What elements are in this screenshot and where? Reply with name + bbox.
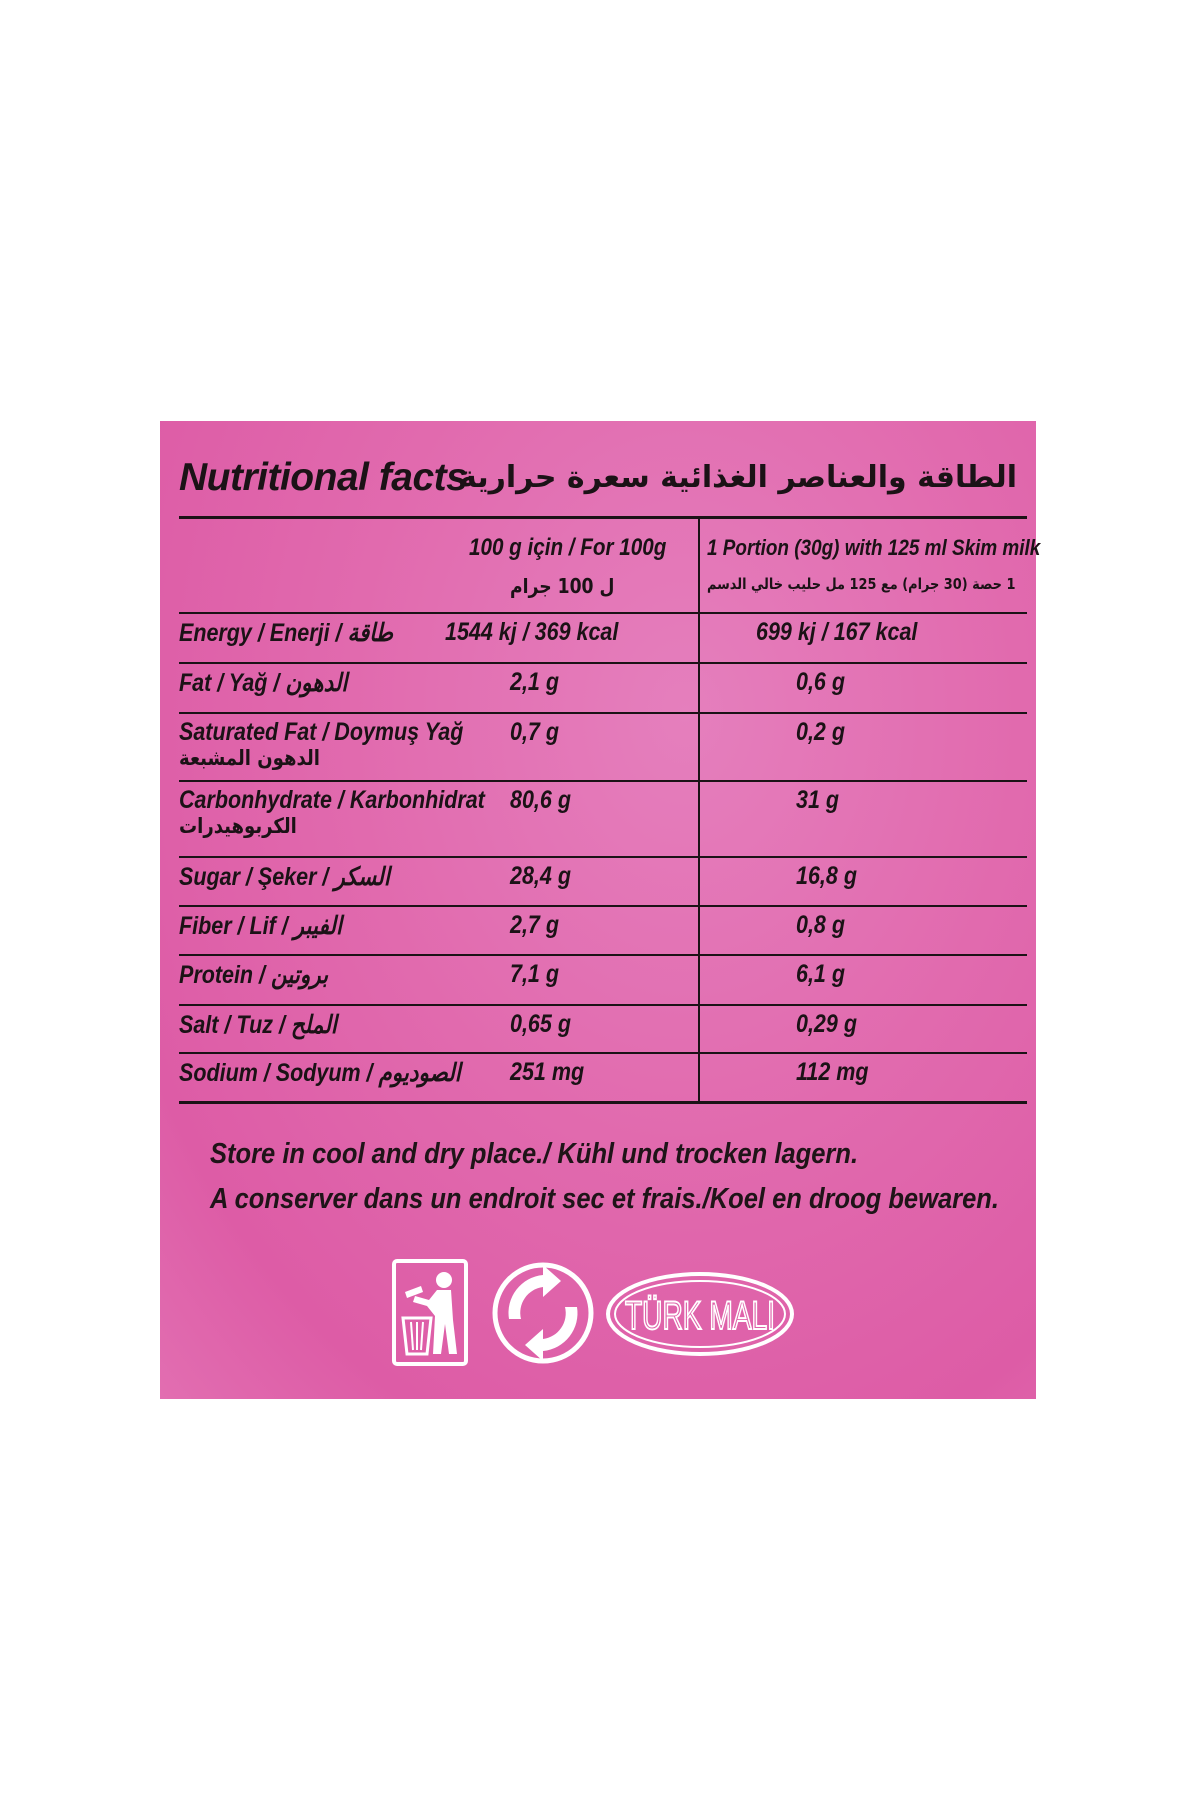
row-label-arabic: الدهون المشبعة bbox=[179, 746, 320, 770]
row-divider bbox=[179, 1004, 1027, 1006]
row-portion-value: 31 g bbox=[796, 786, 840, 814]
row-divider bbox=[179, 954, 1027, 956]
row-divider bbox=[179, 856, 1027, 858]
row-portion-value: 0,6 g bbox=[796, 668, 846, 696]
bottom-rule bbox=[179, 1101, 1027, 1104]
row-label: Sugar / Şeker / السكر bbox=[179, 863, 390, 891]
row-label: Saturated Fat / Doymuş Yağ bbox=[179, 718, 464, 746]
turk-mali-text: TÜRK MALI bbox=[625, 1294, 775, 1338]
storage-line-2: A conserver dans un endroit sec et frais./Koel en droog bewaren. bbox=[210, 1183, 999, 1215]
row-label: Protein / بروتين bbox=[179, 961, 329, 989]
row-divider bbox=[179, 1052, 1027, 1054]
row-divider bbox=[179, 780, 1027, 782]
row-per100-value: 7,1 g bbox=[510, 960, 560, 988]
row-portion-value: 6,1 g bbox=[796, 960, 846, 988]
row-portion-value: 112 mg bbox=[796, 1058, 869, 1086]
row-per100-value: 80,6 g bbox=[510, 786, 571, 814]
row-portion-value: 0,2 g bbox=[796, 718, 846, 746]
row-portion-value: 699 kj / 167 kcal bbox=[756, 618, 918, 646]
row-divider bbox=[179, 905, 1027, 907]
row-label: Salt / Tuz / الملح bbox=[179, 1011, 337, 1039]
nutrition-panel bbox=[160, 421, 1041, 1399]
row-portion-value: 0,29 g bbox=[796, 1010, 857, 1038]
header-rule bbox=[179, 516, 1027, 519]
row-portion-value: 16,8 g bbox=[796, 862, 857, 890]
row-label: Energy / Enerji / طاقة bbox=[179, 619, 393, 647]
row-per100-value: 0,65 g bbox=[510, 1010, 571, 1038]
column-divider bbox=[698, 518, 700, 1104]
row-label: Carbonhydrate / Karbonhidrat bbox=[179, 786, 485, 814]
row-portion-value: 0,8 g bbox=[796, 911, 846, 939]
green-dot-icon bbox=[491, 1261, 595, 1370]
row-per100-value: 2,1 g bbox=[510, 668, 560, 696]
row-per100-value: 2,7 g bbox=[510, 911, 560, 939]
turk-mali-logo bbox=[605, 1271, 795, 1362]
row-label: Fiber / Lif / الفيبر bbox=[179, 912, 342, 940]
row-per100-value: 0,7 g bbox=[510, 718, 560, 746]
row-divider bbox=[179, 662, 1027, 664]
header-per100: 100 g için / For 100g bbox=[469, 534, 667, 561]
row-per100-value: 28,4 g bbox=[510, 862, 571, 890]
title-arabic: الطاقة والعناصر الغذائية سعرة حرارية bbox=[459, 460, 1017, 495]
row-label-arabic: الكربوهيدرات bbox=[179, 814, 297, 838]
header-portion: 1 Portion (30g) with 125 ml Skim milk bbox=[707, 535, 1041, 560]
title-english: Nutritional facts bbox=[179, 456, 468, 499]
header-portion-arabic: 1 حصة (30 جرام) مع 125 مل حليب خالي الدسم bbox=[707, 575, 1016, 593]
title-row bbox=[179, 456, 1017, 506]
row-label: Sodium / Sodyum / الصوديوم bbox=[179, 1059, 461, 1087]
header-per100-arabic: ل 100 جرام bbox=[510, 574, 615, 598]
storage-line-1: Store in cool and dry place./ Kühl und trocken lagern. bbox=[210, 1138, 859, 1170]
row-divider bbox=[179, 612, 1027, 614]
row-label: Fat / Yağ / الدهون bbox=[179, 669, 348, 697]
row-divider bbox=[179, 712, 1027, 714]
row-per100-value: 1544 kj / 369 kcal bbox=[445, 618, 619, 646]
tidyman-icon bbox=[391, 1258, 469, 1372]
row-per100-value: 251 mg bbox=[510, 1058, 585, 1086]
